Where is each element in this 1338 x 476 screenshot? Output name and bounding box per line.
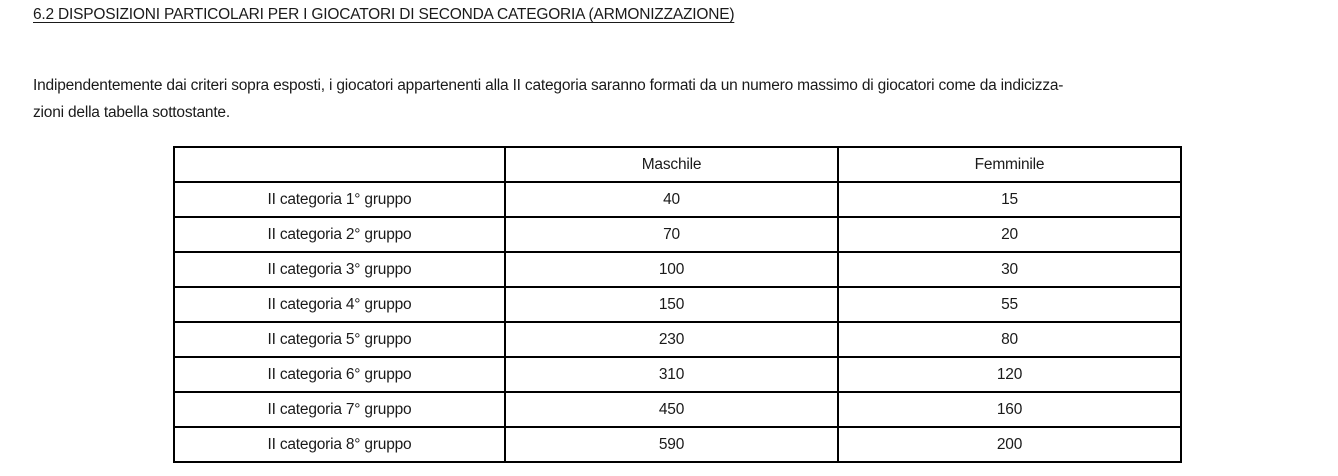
row-maschile-value: 70 xyxy=(505,217,838,252)
row-femminile-value: 30 xyxy=(838,252,1181,287)
table-row xyxy=(174,252,1181,287)
paragraph-line-2: zioni della tabella sottostante. xyxy=(33,104,230,121)
row-maschile-value: 310 xyxy=(505,357,838,392)
table-row xyxy=(174,287,1181,322)
row-label: II categoria 1° gruppo xyxy=(174,182,505,217)
table-row xyxy=(174,357,1181,392)
row-maschile-value: 150 xyxy=(505,287,838,322)
categories-table xyxy=(173,146,1182,463)
header-cell-femminile: Femminile xyxy=(838,147,1181,182)
table-row xyxy=(174,427,1181,462)
row-maschile-value: 40 xyxy=(505,182,838,217)
row-femminile-value: 80 xyxy=(838,322,1181,357)
row-label: II categoria 4° gruppo xyxy=(174,287,505,322)
table-header-row xyxy=(174,147,1181,182)
row-maschile-value: 590 xyxy=(505,427,838,462)
row-femminile-value: 15 xyxy=(838,182,1181,217)
row-femminile-value: 200 xyxy=(838,427,1181,462)
row-label: II categoria 6° gruppo xyxy=(174,357,505,392)
table-row xyxy=(174,182,1181,217)
row-label: II categoria 3° gruppo xyxy=(174,252,505,287)
row-maschile-value: 450 xyxy=(505,392,838,427)
row-maschile-value: 100 xyxy=(505,252,838,287)
row-femminile-value: 55 xyxy=(838,287,1181,322)
row-label: II categoria 8° gruppo xyxy=(174,427,505,462)
row-maschile-value: 230 xyxy=(505,322,838,357)
intro-paragraph xyxy=(33,72,1063,126)
header-cell-maschile: Maschile xyxy=(505,147,838,182)
section-heading: 6.2 DISPOSIZIONI PARTICOLARI PER I GIOCATORI DI SECONDA CATEGORIA (ARMONIZZAZIONE) xyxy=(33,6,735,23)
table-row xyxy=(174,392,1181,427)
table-row xyxy=(174,322,1181,357)
row-femminile-value: 20 xyxy=(838,217,1181,252)
row-femminile-value: 120 xyxy=(838,357,1181,392)
row-label: II categoria 2° gruppo xyxy=(174,217,505,252)
row-label: II categoria 7° gruppo xyxy=(174,392,505,427)
paragraph-line-1: Indipendentemente dai criteri sopra esposti, i giocatori appartenenti alla II categoria saranno formati da un numero massimo di giocatori come da indicizza- xyxy=(33,77,1064,94)
table-row xyxy=(174,217,1181,252)
row-femminile-value: 160 xyxy=(838,392,1181,427)
header-cell-empty xyxy=(174,147,505,182)
row-label: II categoria 5° gruppo xyxy=(174,322,505,357)
